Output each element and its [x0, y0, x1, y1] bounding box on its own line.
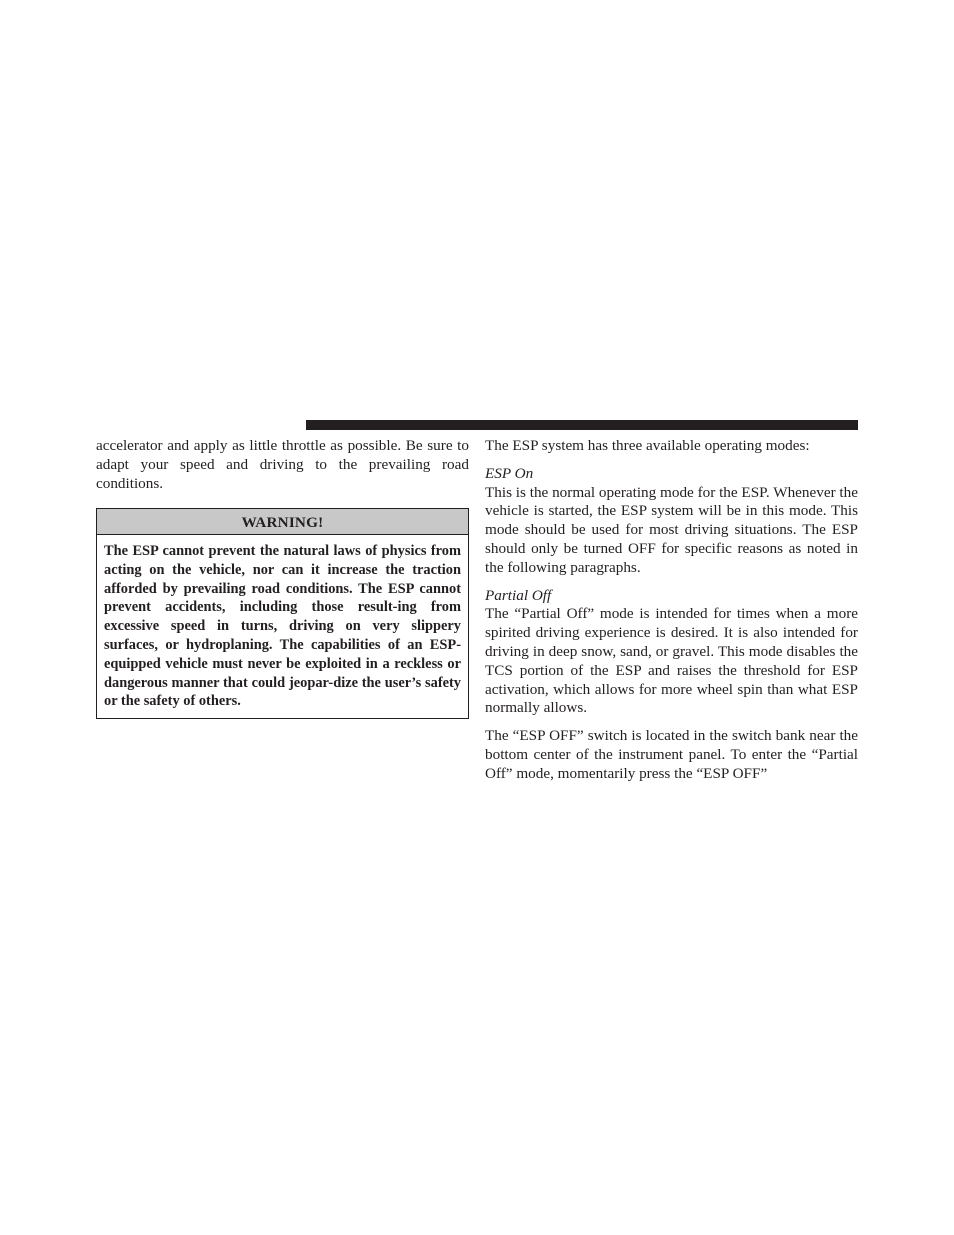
partial-off-text: The “Partial Off” mode is intended for times when a more spirited driving experience is desired. It is also intended for driving in deep snow, sand, or gravel. This mode disables the TCS portion of the ESP and raises the threshold for ESP activation, which allows for more wheel spin than what ESP normally allows.	[485, 605, 858, 717]
modes-intro: The ESP system has three available operating modes:	[485, 437, 810, 454]
left-column	[96, 437, 469, 493]
warning-box	[96, 508, 469, 719]
warning-title: WARNING!	[97, 509, 468, 535]
esp-on-text: This is the normal operating mode for the ESP. Whenever the vehicle is started, the ESP system will be in this mode. This mode should be used for most driving situations. The ESP should only be turned OFF for specific reasons as noted in the following paragraphs.	[485, 483, 858, 576]
header-rule	[306, 420, 858, 430]
right-column	[485, 437, 858, 784]
warning-body: The ESP cannot prevent the natural laws of physics from acting on the vehicle, nor can it increase the traction afforded by prevailing road conditions. The ESP cannot prevent accidents, including those result-ing from excessive speed in turns, driving on very slippery surfaces, or hydroplaning. The capabilities of an ESP-equipped vehicle must never be exploited in a reckless or dangerous manner that could jeopar-dize the user’s safety or the safety of others.	[104, 543, 461, 710]
partial-off-heading: Partial Off	[485, 586, 552, 604]
esp-on-heading: ESP On	[485, 464, 534, 482]
switch-paragraph: The “ESP OFF” switch is located in the switch bank near the bottom center of the instrument panel. To enter the “Partial Off” mode, momentarily press the “ESP OFF”	[485, 727, 858, 782]
intro-paragraph: accelerator and apply as little throttle as possible. Be sure to adapt your speed and driving to the prevailing road conditions.	[96, 437, 469, 492]
